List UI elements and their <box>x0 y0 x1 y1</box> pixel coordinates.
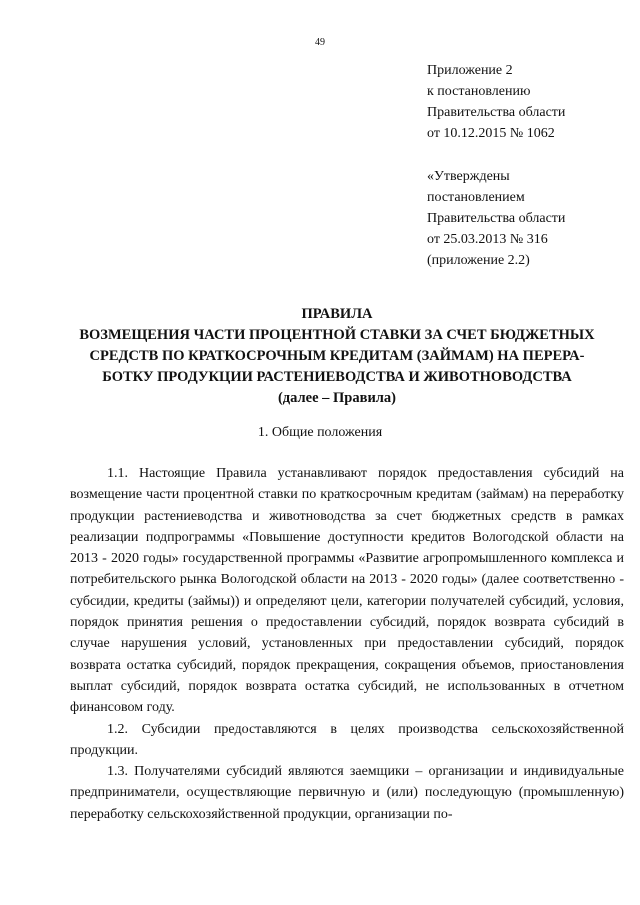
section-heading: 1. Общие положения <box>257 425 383 440</box>
title-line: ВОЗМЕЩЕНИЯ ЧАСТИ ПРОЦЕНТНОЙ СТАВКИ ЗА СЧЕТ БЮДЖЕТНЫХ <box>79 327 595 343</box>
annex-line: от 10.12.2015 № 1062 <box>427 126 555 141</box>
approval-line: (приложение 2.2) <box>427 253 530 268</box>
annex-line: Приложение 2 <box>427 63 513 78</box>
paragraph: 1.3. Получателями субсидий являются заемщики – организации и индивидуальные предприниматели, осуществляющие первичную и (или) последующую (промышленную) переработку сельскохозяйственной продукции, организации по- <box>70 764 624 822</box>
approval-line: Правительства области <box>427 211 566 226</box>
approval-line: «Утверждены <box>427 169 510 184</box>
page-number: 49 <box>315 37 325 48</box>
paragraph: 1.1. Настоящие Правила устанавливают порядок предоставления субсидий на возмещение части процентной ставки по краткосрочным кредитам (займам) на переработку продукции растениеводства и животноводства за счет бюджетных средств в рамках реализации подпрограммы «Повышение доступности кредитов Вологодской области на 2013 - 2020 годы» государственной программы «Развитие агропромышленного комплекса и потребительского рынка Вологодской области на 2013 - 2020 годы» (далее соответственно - субсидии, кредиты (займы)) и определяют цели, категории получателей субсидий, условия, порядок принятия решения о предоставлении субсидий, порядок возврата субсидий в случае нарушения условий, установленных при предоставлении субсидий, порядок возврата остатка субсидий, порядок прекращения, сокращения объемов, приостановления выплат субсидий, порядок возврата остатка субсидий, не использованных в отчетном финансовом году. <box>70 466 624 716</box>
approval-line: постановлением <box>427 190 525 205</box>
approval-line: от 25.03.2013 № 316 <box>427 232 548 247</box>
document-title <box>50 304 624 409</box>
title-line: (далее – Правила) <box>277 390 397 406</box>
paragraph: 1.2. Субсидии предоставляются в целях производства сельскохозяйственной продукции. <box>70 721 624 758</box>
title-line: СРЕДСТВ ПО КРАТКОСРОЧНЫМ КРЕДИТАМ (ЗАЙМАМ) НА ПЕРЕРА- <box>89 348 585 364</box>
title-line: ПРАВИЛА <box>301 306 373 322</box>
annex-reference <box>427 60 565 144</box>
annex-line: к постановлению <box>427 84 531 99</box>
approval-stamp-text <box>427 166 565 271</box>
annex-line: Правительства области <box>427 105 566 120</box>
title-line: БОТКУ ПРОДУКЦИИ РАСТЕНИЕВОДСТВА И ЖИВОТНОВОДСТВА <box>102 369 572 385</box>
document-body <box>70 463 624 825</box>
